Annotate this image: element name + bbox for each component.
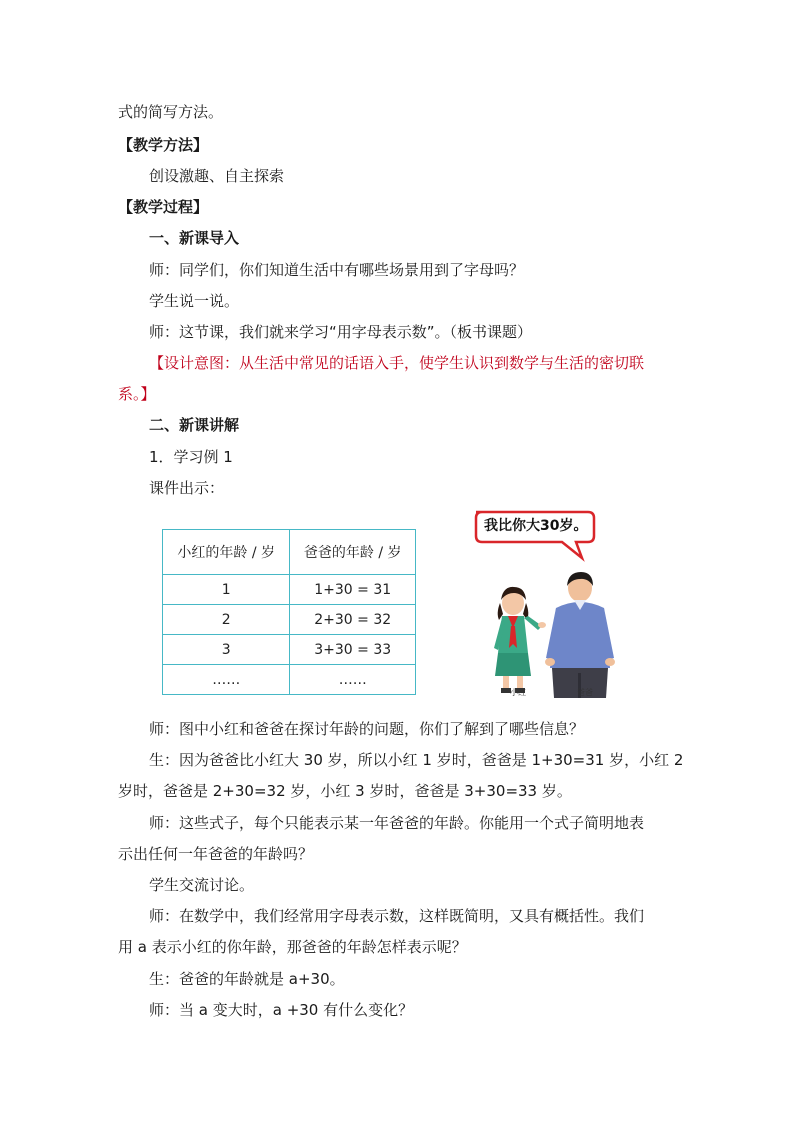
teaching-method-text: 创设激趣、自主探索 bbox=[149, 167, 285, 185]
age-table bbox=[162, 529, 416, 695]
dialogue-line: 师：当 a 变大时，a +30 有什么变化？ bbox=[149, 1001, 414, 1019]
section-lecture-heading: 二、新课讲解 bbox=[149, 416, 240, 434]
dialogue-line: 师：图中小红和爸爸在探讨年龄的问题，你们了解到了哪些信息？ bbox=[149, 720, 585, 738]
dialogue-line: 师：在数学中，我们经常用字母表示数，这样既简明，又具有概括性。我们 bbox=[149, 907, 645, 925]
table-header-cell: 爸爸的年龄 / 岁 bbox=[290, 530, 416, 575]
heading-teaching-method: 【教学方法】 bbox=[118, 136, 209, 154]
table-cell: …… bbox=[163, 665, 290, 695]
text-line: 式的简写方法。 bbox=[118, 103, 224, 121]
dialogue-line: 生：爸爸的年龄就是 a+30。 bbox=[149, 970, 345, 988]
table-header-cell: 小红的年龄 / 岁 bbox=[163, 530, 290, 575]
girl-and-father-illustration bbox=[470, 508, 645, 704]
table-row bbox=[163, 635, 416, 665]
example-heading: 1．学习例 1 bbox=[149, 448, 233, 466]
girl-figure bbox=[494, 587, 546, 693]
table-row bbox=[163, 575, 416, 605]
table-cell: …… bbox=[290, 665, 416, 695]
dialogue-line: 师：同学们，你们知道生活中有哪些场景用到了字母吗？ bbox=[149, 261, 525, 279]
dialogue-line: 生：因为爸爸比小红大 30 岁，所以小红 1 岁时，爸爸是 1+30=31 岁，小红 2 bbox=[149, 751, 684, 769]
table-header-row bbox=[163, 530, 416, 575]
table-cell: 3+30 = 33 bbox=[290, 635, 416, 665]
heading-teaching-process: 【教学过程】 bbox=[118, 198, 209, 216]
father-caption: 爸爸 bbox=[577, 688, 593, 697]
table-cell: 1 bbox=[163, 575, 290, 605]
dialogue-line: 学生交流讨论。 bbox=[149, 876, 255, 894]
speech-bubble-text: 我比你大30岁。 bbox=[484, 518, 588, 534]
dialogue-line: 学生说一说。 bbox=[149, 292, 240, 310]
father-figure bbox=[545, 572, 615, 698]
girl-caption: 小红 bbox=[510, 688, 526, 697]
table-cell: 1+30 = 31 bbox=[290, 575, 416, 605]
dialogue-line: 示出任何一年爸爸的年龄吗？ bbox=[118, 845, 314, 863]
section-intro-heading: 一、新课导入 bbox=[149, 229, 240, 247]
design-intent-line: 系。】 bbox=[118, 385, 156, 403]
courseware-label: 课件出示： bbox=[149, 479, 225, 497]
design-intent-line: 【设计意图：从生活中常见的话语入手，使学生认识到数学与生活的密切联 bbox=[149, 354, 645, 372]
dialogue-line: 师：这些式子，每个只能表示某一年爸爸的年龄。你能用一个式子简明地表 bbox=[149, 814, 645, 832]
table-cell: 2+30 = 32 bbox=[290, 605, 416, 635]
dialogue-line: 师：这节课，我们就来学习“用字母表示数”。（板书课题） bbox=[149, 323, 533, 341]
table-row bbox=[163, 605, 416, 635]
table-row bbox=[163, 665, 416, 695]
table-cell: 2 bbox=[163, 605, 290, 635]
dialogue-line: 用 a 表示小红的你年龄，那爸爸的年龄怎样表示呢？ bbox=[118, 938, 467, 956]
dialogue-line: 岁时，爸爸是 2+30=32 岁，小红 3 岁时，爸爸是 3+30=33 岁。 bbox=[118, 782, 572, 800]
table-cell: 3 bbox=[163, 635, 290, 665]
